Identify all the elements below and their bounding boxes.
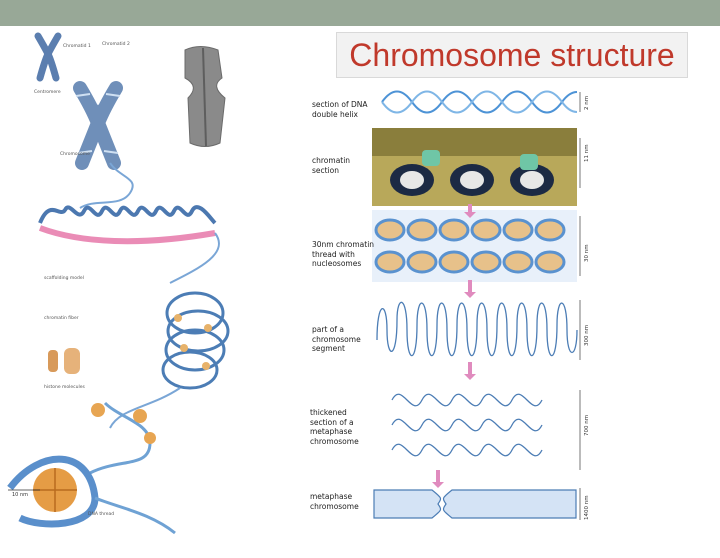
label-thread: 30nm chromatin thread with nucleosomes	[312, 240, 375, 268]
title-box	[336, 32, 688, 78]
small-nucleosomes	[91, 403, 156, 444]
scale-2nm: 2 nm	[584, 95, 590, 110]
looped-fiber	[40, 207, 215, 223]
label-dna-helix: section of DNA double helix	[312, 100, 368, 119]
slide-title: Chromosome structure	[349, 36, 675, 73]
solenoid-coil	[163, 293, 228, 388]
label-metaphase-section: thickened section of a metaphase chromosome	[310, 408, 359, 446]
histone-molecules	[48, 348, 80, 374]
chromosome-segment-loops	[377, 302, 577, 355]
small-chromosome	[38, 36, 58, 78]
scaffolding-label: scaffolding model	[44, 276, 84, 281]
histone-label: histone molecules	[44, 385, 85, 390]
top-bar	[0, 0, 720, 26]
condensed-section	[392, 394, 542, 456]
scale-300nm: 300 nm	[584, 324, 590, 346]
ten-nm-label: 10 nm	[12, 492, 28, 498]
dna-helix-drawing	[382, 92, 577, 113]
chromosome-label: Chromosome	[60, 152, 90, 157]
scale-30nm: 30 nm	[584, 244, 590, 262]
chromatid-1-label: Chromatid 1	[63, 44, 91, 49]
gray-chromosome	[185, 47, 225, 147]
right-structure-figure	[372, 80, 582, 540]
metaphase-chromosome-drawing	[374, 490, 576, 518]
label-metaphase: metaphase chromosome	[310, 492, 359, 511]
scale-1400nm: 1400 nm	[584, 495, 590, 520]
left-chromosome-figure	[0, 28, 250, 558]
thirty-nm-fiber	[372, 210, 577, 282]
centromere-label: Centromere	[34, 90, 61, 95]
dna-thread-label: DNA thread	[88, 512, 115, 517]
scale-11nm: 11 nm	[584, 144, 590, 162]
label-segment: part of a chromosome segment	[312, 325, 361, 353]
scale-700nm: 700 nm	[584, 414, 590, 436]
dna-strand	[80, 163, 133, 208]
pink-scaffold	[40, 228, 215, 241]
label-chromatin: chromatin section	[312, 156, 351, 175]
chromatid-2-label: Chromatid 2	[102, 42, 130, 47]
nucleosome-beads	[174, 314, 212, 370]
solenoid-label: chromatin fiber	[44, 316, 79, 321]
